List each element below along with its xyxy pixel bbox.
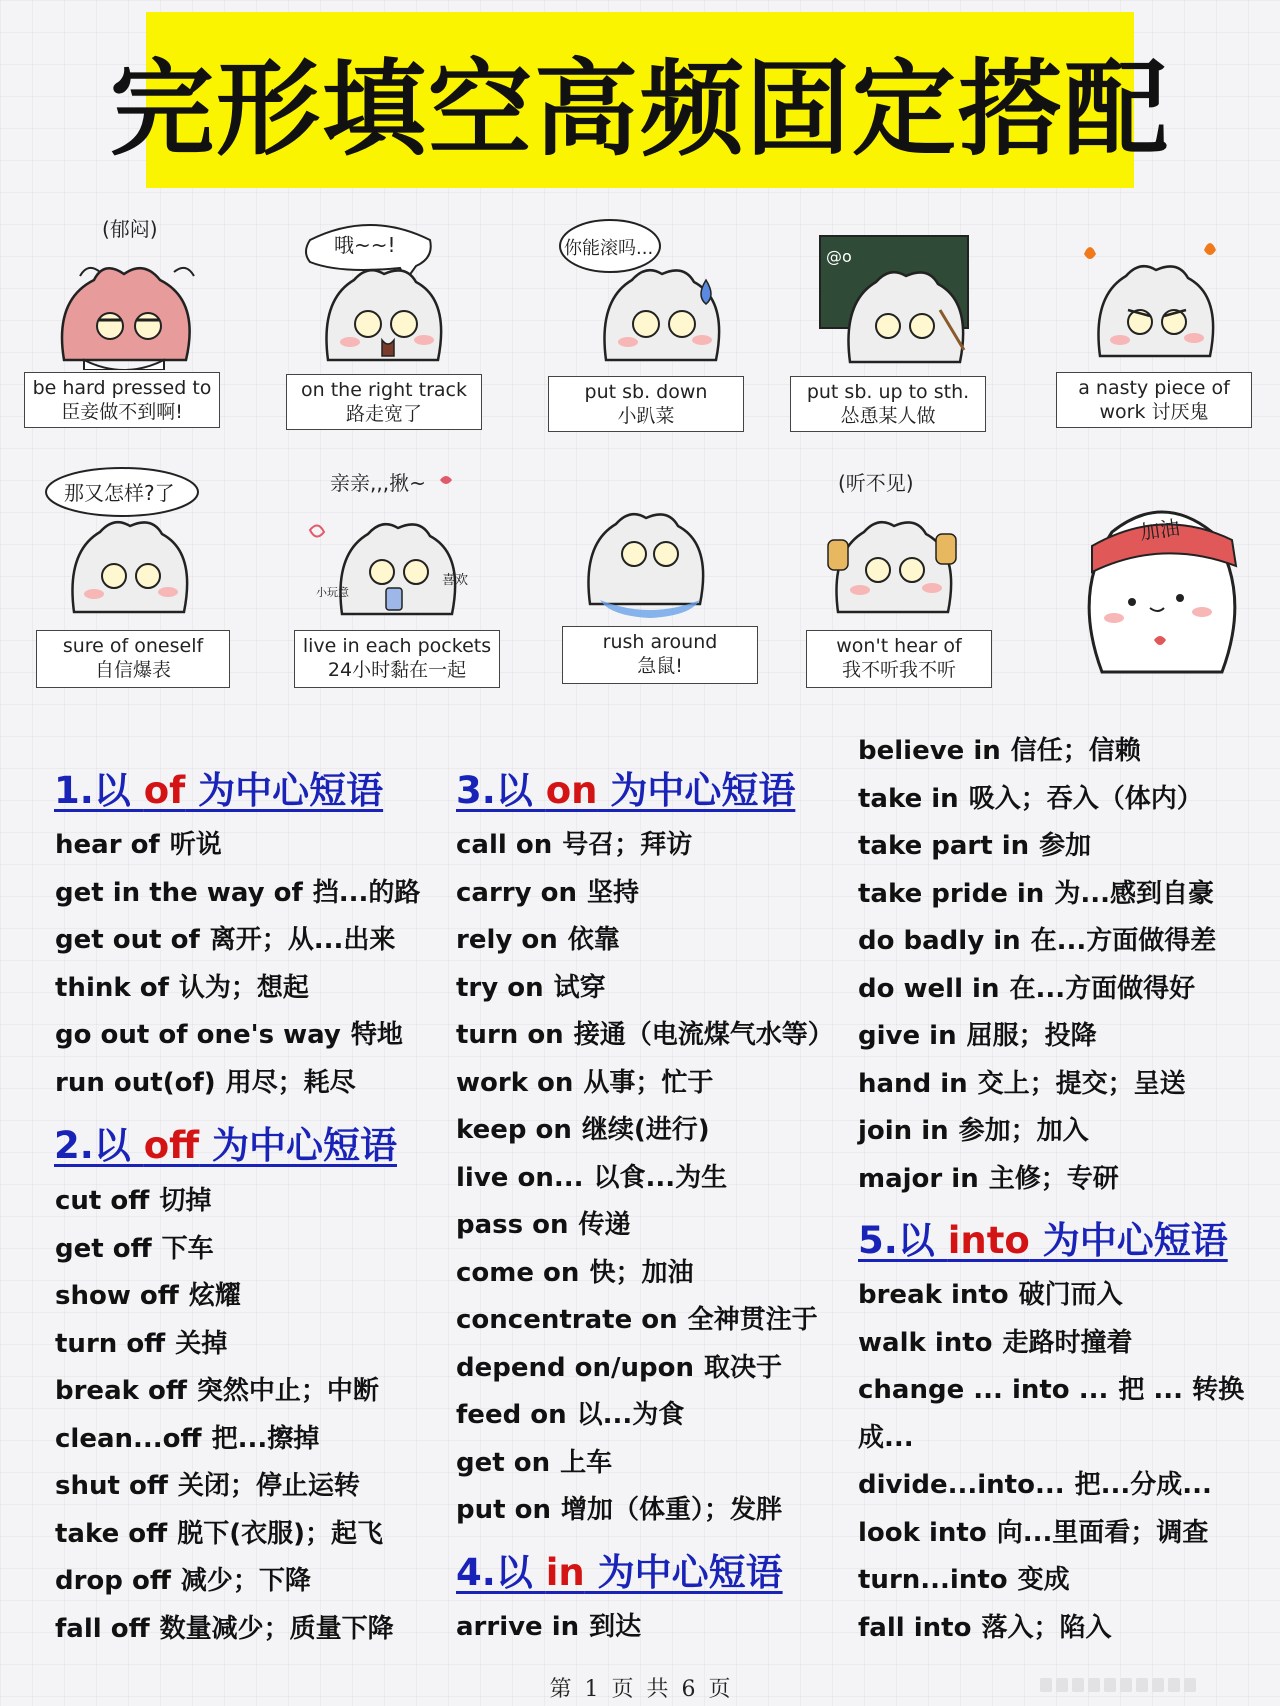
phrase-item <box>858 730 1141 767</box>
phrase-chinese: 信任；信赖 <box>1010 736 1141 766</box>
phrase-chinese: 把...分成... <box>1074 1470 1212 1500</box>
phrase-item <box>456 1252 693 1289</box>
phrase-chinese: 依靠 <box>567 925 620 955</box>
phrase-item <box>456 1442 612 1479</box>
phrase-item <box>55 1513 383 1550</box>
phrase-chinese: 号召；拜访 <box>562 830 693 860</box>
phrase-english: take part in <box>858 831 1030 861</box>
phrase-chinese: 炫耀 <box>188 1281 241 1311</box>
phrase-chinese: 为...感到自豪 <box>1054 878 1214 909</box>
phrase-item <box>456 1157 727 1194</box>
sticker-3 <box>546 210 746 436</box>
phrase-chinese: 接通（电流煤气水等） <box>573 1020 834 1050</box>
sticker-8 <box>560 460 760 690</box>
phrase-english: get off <box>55 1233 152 1264</box>
caption-zh: work 讨厌鬼 <box>1099 401 1209 423</box>
phrase-item <box>456 1606 641 1643</box>
section-number: 1.以 <box>54 769 144 812</box>
footer-block <box>1072 1678 1084 1692</box>
angry-cat-icon <box>1054 210 1254 370</box>
phrase-chinese: 在...方面做得好 <box>1009 973 1196 1004</box>
phrase-english: take pride in <box>858 878 1045 909</box>
section-suffix: 为中心短语 <box>584 1551 783 1594</box>
footer-block <box>1168 1678 1180 1692</box>
phrase-english: fall off <box>55 1613 150 1644</box>
phrase-item <box>55 967 309 1004</box>
phrase-english: major in <box>858 1163 979 1194</box>
phrase-english: run out(of) <box>55 1067 216 1098</box>
section-suffix: 为中心短语 <box>185 769 384 812</box>
phrase-chinese: 试穿 <box>553 972 606 1003</box>
page-title: 完形填空高频固定搭配 <box>110 48 1171 170</box>
caption-en: rush around <box>602 631 718 653</box>
phrase-item <box>55 1014 403 1051</box>
phrase-item <box>858 825 1091 862</box>
phrase-chinese: 以食...为生 <box>593 1162 728 1193</box>
phrase-chinese: 破门而入 <box>1018 1280 1123 1310</box>
caption-zh: 臣妾做不到啊! <box>61 401 183 423</box>
section-number: 3.以 <box>456 769 546 812</box>
sticker-caption <box>294 630 500 688</box>
section-title-off <box>54 1115 397 1169</box>
phrase-english: keep on <box>456 1115 572 1145</box>
sticker-5 <box>1054 210 1254 436</box>
phrase-chinese: 全神贯注于 <box>687 1305 818 1335</box>
phrase-item <box>456 1299 818 1336</box>
phrase-item <box>456 1062 713 1099</box>
phrase-item <box>55 1418 319 1455</box>
phrase-chinese: 上车 <box>560 1447 613 1478</box>
phrase-chinese: 突然中止；中断 <box>196 1376 379 1406</box>
phrase-english: hear of <box>55 830 160 860</box>
phrase-chinese: 向...里面看；调查 <box>996 1517 1209 1548</box>
phrase-english: go out of one's way <box>55 1020 341 1050</box>
phrase-item <box>456 919 620 956</box>
phrase-english: turn on <box>456 1020 564 1050</box>
phone-cat-icon <box>290 460 502 630</box>
phrase-english: hand in <box>858 1068 968 1099</box>
phrase-item <box>456 967 606 1004</box>
footer-block <box>1152 1678 1164 1692</box>
caption-zh: 我不听我不听 <box>841 659 956 681</box>
phrase-chinese: 以...为食 <box>576 1400 685 1430</box>
phrase-item <box>858 1158 1119 1195</box>
sticker-7 <box>290 460 502 690</box>
footer-block <box>1136 1678 1148 1692</box>
smug-cat-icon <box>34 460 234 630</box>
caption-en: won't hear of <box>836 635 962 657</box>
sticker-6 <box>34 460 234 690</box>
phrase-item <box>858 1464 1212 1501</box>
cheer-up-blob-icon <box>1062 462 1262 682</box>
phrase-chinese: 用尽；耗尽 <box>225 1067 356 1098</box>
phrase-chinese: 到达 <box>589 1612 642 1642</box>
phrase-english: feed on <box>456 1400 567 1430</box>
phrase-item <box>55 872 420 909</box>
phrase-chinese: 认为；想起 <box>178 972 309 1003</box>
phrase-english: clean...off <box>55 1423 202 1454</box>
phrase-item <box>858 873 1214 910</box>
caption-zh: 24小时黏在一起 <box>327 659 467 681</box>
sticker-caption <box>24 372 220 428</box>
footer-block <box>1056 1678 1068 1692</box>
section-suffix: 为中心短语 <box>1029 1219 1228 1262</box>
phrase-english: concentrate on <box>456 1305 678 1335</box>
phrase-english: break into <box>858 1280 1009 1310</box>
phrase-item <box>456 1489 782 1526</box>
caption-en: put sb. up to sth. <box>806 381 970 403</box>
phrase-item <box>858 1512 1208 1549</box>
phrase-english: do well in <box>858 973 1000 1004</box>
sticker-bubble: 你能滚吗... <box>564 238 654 259</box>
sticker-bubble: @o <box>826 247 852 266</box>
phrase-chinese: 下车 <box>161 1233 214 1264</box>
phrase-item <box>456 1109 710 1146</box>
caption-zh: 怂恿某人做 <box>840 405 936 427</box>
phrase-chinese: 把...擦掉 <box>211 1423 320 1454</box>
phrase-item <box>858 1559 1070 1596</box>
phrase-item <box>456 1394 684 1431</box>
phrase-english: give in <box>858 1021 957 1051</box>
phrase-chinese: 关闭；停止运转 <box>177 1471 360 1501</box>
sticker-extra-right: 喜欢 <box>442 573 469 588</box>
phrase-english: come on <box>456 1257 580 1288</box>
phrase-chinese: 脱下(衣服)；起飞 <box>177 1518 383 1549</box>
section-keyword: into <box>947 1219 1030 1262</box>
phrase-english: try on <box>456 972 544 1003</box>
phrase-item <box>456 824 692 861</box>
caption-zh: 自信爆表 <box>94 659 171 681</box>
footer-block <box>1184 1678 1196 1692</box>
phrase-item <box>858 1417 924 1454</box>
phrase-english: get on <box>456 1447 551 1478</box>
phrase-item <box>55 824 222 861</box>
phrase-item <box>858 1274 1123 1311</box>
phrase-item <box>55 1608 394 1645</box>
phrase-chinese: 切掉 <box>159 1186 212 1216</box>
phrase-item <box>55 1228 214 1265</box>
phrase-chinese: 关掉 <box>175 1328 228 1359</box>
sticker-caption <box>790 376 986 432</box>
phrase-item <box>858 1607 1111 1644</box>
sweating-cat-icon <box>546 210 746 370</box>
phrase-item <box>858 1110 1089 1147</box>
phrase-item <box>456 1014 834 1051</box>
section-suffix: 为中心短语 <box>597 769 796 812</box>
section-number: 5.以 <box>858 1219 948 1262</box>
section-suffix: 为中心短语 <box>199 1124 397 1167</box>
phrase-chinese: 听说 <box>169 830 222 860</box>
phrase-english: do badly in <box>858 926 1021 956</box>
title-banner <box>110 12 1171 188</box>
phrase-english: show off <box>55 1281 179 1311</box>
phrase-english: believe in <box>858 736 1001 766</box>
caption-zh: 小趴菜 <box>617 405 675 427</box>
sticker-bubble: (听不见) <box>838 471 914 495</box>
phrase-english: arrive in <box>456 1612 580 1642</box>
phrase-item <box>456 1347 782 1384</box>
sticker-caption <box>548 376 744 432</box>
footer-block <box>1040 1678 1052 1692</box>
phrase-item <box>858 1063 1186 1100</box>
phrase-english: drop off <box>55 1566 171 1596</box>
phrase-chinese: 参加；加入 <box>958 1116 1089 1146</box>
phrase-item <box>55 1275 241 1312</box>
teacher-cat-icon <box>790 210 990 370</box>
caption-en: live in each pockets <box>302 635 492 657</box>
phrase-chinese: 交上；提交；呈送 <box>977 1068 1186 1099</box>
section-number: 4.以 <box>456 1551 546 1594</box>
phrase-english: walk into <box>858 1327 993 1358</box>
surprised-cat-icon <box>284 210 484 370</box>
phrase-english: pass on <box>456 1210 569 1240</box>
footer-block <box>1104 1678 1116 1692</box>
page-footer: 第 1 页 共 6 页 <box>549 1677 731 1702</box>
caption-zh: 路走宽了 <box>345 403 422 425</box>
phrase-english: turn...into <box>858 1565 1008 1595</box>
sticker-bubble: 那又怎样?了 <box>64 481 175 505</box>
phrase-english: call on <box>456 830 553 860</box>
phrase-item <box>858 778 1203 815</box>
earmuff-cat-icon <box>804 460 1004 630</box>
phrase-chinese: 离开；从...出来 <box>209 925 396 955</box>
phrase-item <box>55 1323 227 1360</box>
caption-en: sure of oneself <box>62 635 204 657</box>
caption-en: a nasty piece of <box>1078 377 1230 399</box>
phrase-item <box>55 919 395 956</box>
phrase-english: work on <box>456 1067 574 1098</box>
phrase-english: think of <box>55 972 169 1003</box>
section-keyword: in <box>545 1551 585 1594</box>
section-title-in <box>456 1542 783 1596</box>
sticker-10 <box>1062 462 1262 682</box>
caption-zh: 急鼠! <box>637 655 683 677</box>
footer-decoration <box>1040 1678 1240 1692</box>
phrase-chinese: 增加（体重）；发胖 <box>560 1495 782 1525</box>
crying-cat-icon <box>560 460 760 630</box>
section-keyword: on <box>545 769 598 812</box>
phrase-english: 成... <box>858 1422 914 1453</box>
section-number: 2.以 <box>54 1124 144 1167</box>
phrase-english: fall into <box>858 1612 972 1643</box>
phrase-item <box>858 920 1216 957</box>
phrase-item <box>55 1560 311 1597</box>
phrase-chinese: 在...方面做得差 <box>1030 926 1217 956</box>
section-keyword: of <box>143 769 186 812</box>
phrase-english: put on <box>456 1495 551 1525</box>
phrase-item <box>858 1369 1244 1406</box>
phrase-english: turn off <box>55 1328 166 1359</box>
phrase-chinese: 落入；陷入 <box>981 1612 1112 1643</box>
sticker-bubble: 亲亲,,,揪~ <box>330 471 426 495</box>
phrase-english: change ... into ... <box>858 1375 1109 1405</box>
phrase-chinese: 坚持 <box>586 877 639 908</box>
phrase-english: take off <box>55 1518 168 1549</box>
phrase-english: join in <box>858 1116 949 1146</box>
phrase-chinese: 继续(进行) <box>581 1115 710 1145</box>
footer-block <box>1088 1678 1100 1692</box>
phrase-english: get in the way of <box>55 877 303 908</box>
phrase-chinese: 屈服；投降 <box>966 1021 1097 1051</box>
phrase-chinese: 把 ... 转换 <box>1118 1375 1245 1405</box>
phrase-english: live on... <box>456 1162 584 1193</box>
sticker-caption <box>1056 372 1252 428</box>
section-keyword: off <box>143 1124 200 1167</box>
sticker-caption <box>36 630 230 688</box>
phrase-chinese: 减少；下降 <box>180 1566 311 1596</box>
phrase-item <box>456 872 639 909</box>
phrase-item <box>858 968 1195 1005</box>
sticker-extra-left: 小玩意 <box>316 586 349 599</box>
phrase-english: take in <box>858 783 959 814</box>
sticker-caption <box>806 630 992 688</box>
phrase-chinese: 参加 <box>1039 831 1092 861</box>
sticker-1 <box>24 210 224 436</box>
phrase-chinese: 特地 <box>350 1020 403 1050</box>
phrase-chinese: 快；加油 <box>589 1257 694 1288</box>
sad-cat-icon <box>24 210 224 370</box>
footer-block <box>1120 1678 1132 1692</box>
phrase-english: depend on/upon <box>456 1352 695 1383</box>
caption-en: put sb. down <box>584 381 708 403</box>
phrase-item <box>858 1322 1133 1359</box>
phrase-english: shut off <box>55 1471 168 1501</box>
caption-en: on the right track <box>301 379 467 401</box>
phrase-english: rely on <box>456 925 558 955</box>
sticker-2 <box>284 210 484 436</box>
phrase-chinese: 主修；专研 <box>988 1163 1119 1194</box>
phrase-item <box>55 1465 360 1502</box>
phrase-chinese: 从事；忙于 <box>583 1067 714 1098</box>
phrase-english: carry on <box>456 877 577 908</box>
phrase-english: divide...into... <box>858 1470 1065 1500</box>
sticker-caption <box>286 374 482 430</box>
sticker-bubble: 哦~~! <box>334 233 396 257</box>
phrase-item <box>55 1062 356 1099</box>
section-title-of <box>54 760 383 814</box>
phrase-chinese: 吸入；吞入（体内） <box>968 783 1203 814</box>
phrase-item <box>55 1180 211 1217</box>
sticker-caption <box>562 626 758 684</box>
section-title-into <box>858 1210 1228 1264</box>
phrase-item <box>456 1204 631 1241</box>
phrase-chinese: 数量减少；质量下降 <box>159 1613 394 1644</box>
phrase-chinese: 取决于 <box>704 1352 783 1383</box>
phrase-chinese: 走路时撞着 <box>1002 1327 1133 1358</box>
phrase-english: get out of <box>55 925 200 955</box>
phrase-item <box>55 1370 379 1407</box>
phrase-item <box>858 1015 1097 1052</box>
sticker-bubble: (郁闷) <box>102 217 158 241</box>
phrase-chinese: 挡...的路 <box>312 877 421 908</box>
phrase-english: cut off <box>55 1186 150 1216</box>
sticker-9 <box>804 460 1004 690</box>
phrase-chinese: 传递 <box>578 1210 631 1240</box>
sticker-4 <box>790 210 990 436</box>
phrase-english: break off <box>55 1376 187 1406</box>
headband-text: 加油 <box>1138 515 1182 545</box>
phrase-english: look into <box>858 1517 987 1548</box>
section-title-on <box>456 760 795 814</box>
caption-en: be hard pressed to <box>32 377 212 399</box>
phrase-chinese: 变成 <box>1017 1565 1070 1595</box>
